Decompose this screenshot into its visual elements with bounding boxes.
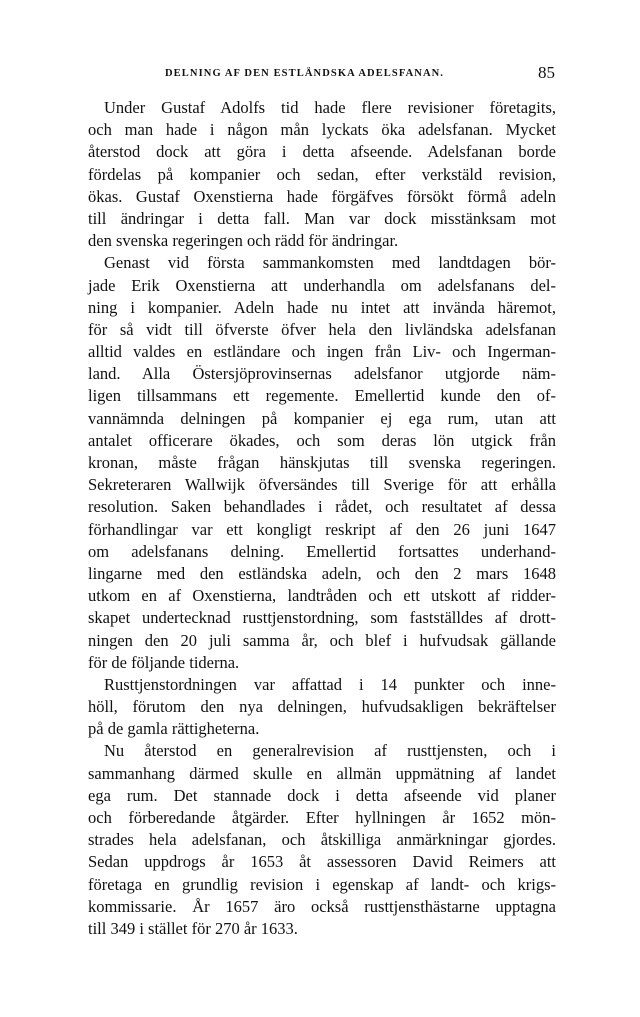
text-line: ligen tillsammans ett regemente. Emellertid kunde den of- bbox=[88, 386, 556, 406]
text-line: Rusttjenstordningen var affattad i 14 punkter och inne- bbox=[104, 674, 556, 694]
text-line: till ändringar i detta fall. Man var dock misstänksam mot bbox=[88, 208, 556, 228]
text-line: resolution. Saken behandlades i rådet, och resultatet af dessa bbox=[88, 497, 556, 517]
text-line: om adelsfanans delning. Emellertid fortsattes underhand- bbox=[88, 541, 556, 561]
text-line: jade Erik Oxenstierna att underhandla om adelsfanans del- bbox=[88, 275, 556, 295]
text-line: utkom en af Oxenstierna, landtråden och ett utskott af ridder- bbox=[88, 586, 556, 606]
text-line: ökas. Gustaf Oxenstierna hade förgäfves försökt förmå adeln bbox=[88, 186, 556, 206]
paragraph-1 bbox=[88, 97, 556, 252]
running-head: DELNING AF DEN ESTLÄNDSKA ADELSFANAN. bbox=[165, 68, 445, 79]
text-line: Sedan uppdrogs år 1653 åt assessoren David Reimers att bbox=[88, 852, 556, 872]
text-line: vannämnda delningen på kompanier ej ega rum, utan att bbox=[88, 408, 556, 428]
text-line: Genast vid första sammankomsten med landtdagen bör- bbox=[104, 253, 556, 273]
page-header bbox=[110, 63, 555, 86]
text-line: strades hela adelsfanan, och åtskilliga anmärkningar gjordes. bbox=[88, 830, 556, 850]
text-line: den svenska regeringen och rädd för ändringar. bbox=[88, 231, 399, 251]
text-line: och förberedande åtgärder. Efter hyllningen år 1652 mön- bbox=[88, 808, 556, 827]
text-line: Under Gustaf Adolfs tid hade flere revisioner företagits, bbox=[104, 98, 556, 117]
body-text bbox=[88, 97, 556, 940]
text-line: företaga en grundlig revision i egenskap af landt- och krigs- bbox=[88, 874, 556, 894]
text-line: på de gamla rättigheterna. bbox=[88, 719, 260, 739]
paragraph-4 bbox=[88, 740, 556, 940]
text-line: återstod dock att göra i detta afseende. Adelsfanan borde bbox=[88, 142, 556, 162]
text-line: antalet officerare ökades, och som deras lön utgick från bbox=[88, 430, 556, 450]
text-line: Nu återstod en generalrevision af rusttjensten, och i bbox=[104, 741, 556, 761]
text-line: kronan, måste frågan hänskjutas till svenska regeringen. bbox=[88, 453, 556, 472]
paragraph-2 bbox=[88, 252, 556, 674]
text-line: kommissarie. År 1657 äro också rusttjensthästarne upptagna bbox=[88, 896, 556, 916]
text-line: sammanhang därmed skulle en allmän uppmätning af landet bbox=[88, 763, 556, 783]
text-line: ning i kompanier. Adeln hade nu intet att invända häremot, bbox=[88, 297, 556, 317]
text-line: fördelas på kompanier och sedan, efter verkstäld revision, bbox=[88, 164, 556, 184]
paragraph-3 bbox=[88, 674, 556, 741]
text-line: för de följande tiderna. bbox=[88, 652, 240, 672]
text-line: ega rum. Det stannade dock i detta afseende vid planer bbox=[88, 785, 556, 805]
text-line: alltid valdes en estländare och ingen från Liv- och Ingerman- bbox=[88, 342, 556, 362]
text-line: förhandlingar var ett kongligt reskript af den 26 juni 1647 bbox=[88, 519, 556, 539]
text-line: skapet undertecknad rusttjenstordning, som fastställdes af drott- bbox=[88, 608, 556, 628]
page-number: 85 bbox=[538, 63, 555, 82]
text-line: och man hade i någon mån lyckats öka adelsfanan. Mycket bbox=[88, 120, 556, 140]
text-line: land. Alla Östersjöprovinsernas adelsfanor utgjorde näm- bbox=[88, 364, 556, 384]
text-line: ningen den 20 juli samma år, och blef i hufvudsak gällande bbox=[88, 630, 556, 650]
text-line: höll, förutom den nya delningen, hufvudsakligen bekräftelser bbox=[88, 697, 556, 717]
text-line: för så vidt till öfverste öfver hela den livländska adelsfanan bbox=[88, 319, 556, 339]
text-line: till 349 i stället för 270 år 1633. bbox=[88, 918, 298, 938]
text-line: Sekreteraren Wallwijk öfversändes till Sverige för att erhålla bbox=[88, 475, 556, 495]
text-line: lingarne med den estländska adeln, och den 2 mars 1648 bbox=[88, 563, 556, 583]
